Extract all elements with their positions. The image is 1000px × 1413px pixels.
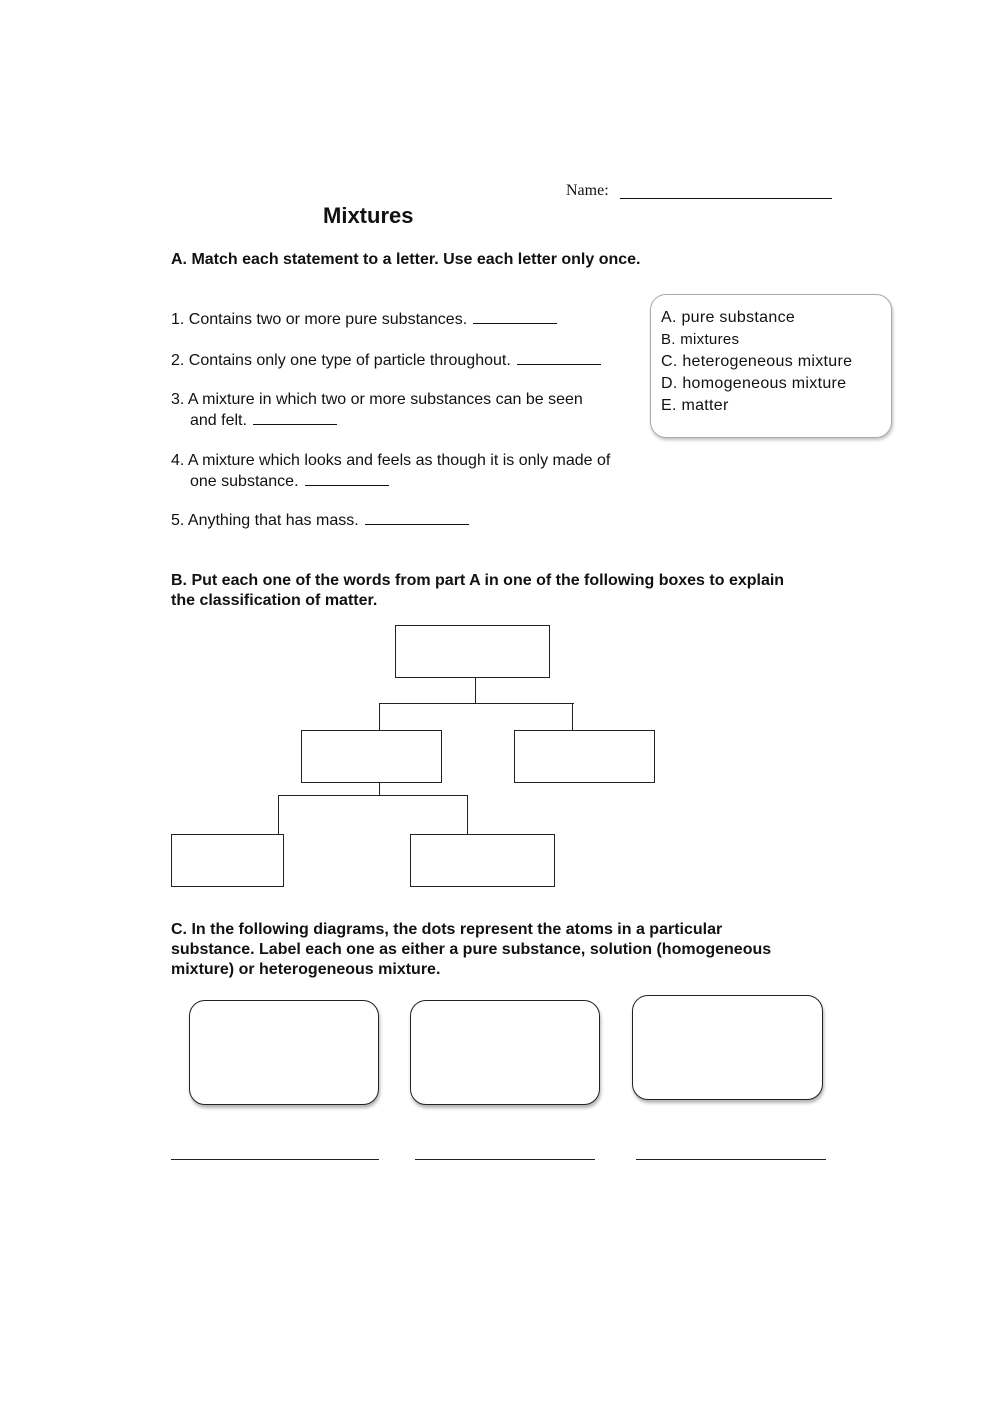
question-5 bbox=[171, 510, 469, 531]
part-b-heading bbox=[171, 571, 784, 611]
answer-blank-5[interactable] bbox=[365, 510, 469, 525]
part-b-heading-line1: B. Put each one of the words from part A in one of the following boxes to explain bbox=[171, 572, 785, 589]
tree-connector bbox=[278, 795, 468, 796]
choice-e: E. matter bbox=[661, 397, 729, 414]
question-4-text-line2: one substance. bbox=[190, 473, 299, 490]
part-b-heading-line2: the classification of matter. bbox=[171, 592, 378, 609]
part-c-heading-line3: mixture) or heterogeneous mixture. bbox=[171, 961, 441, 978]
question-1-text: 1. Contains two or more pure substances. bbox=[171, 311, 468, 328]
tree-connector bbox=[475, 678, 476, 704]
question-5-text: 5. Anything that has mass. bbox=[171, 512, 359, 529]
choice-b: B. mixtures bbox=[661, 331, 740, 348]
choice-d: D. homogeneous mixture bbox=[661, 375, 847, 392]
tree-box-level2-right[interactable] bbox=[514, 730, 655, 783]
diagram-box-3 bbox=[632, 995, 823, 1100]
choice-a: A. pure substance bbox=[661, 309, 796, 326]
answer-choices-box bbox=[650, 294, 892, 438]
question-4 bbox=[171, 450, 610, 492]
tree-connector bbox=[379, 703, 574, 704]
name-field[interactable] bbox=[620, 198, 832, 199]
tree-connector bbox=[379, 703, 380, 730]
question-4-text-line1: 4. A mixture which looks and feels as though it is only made of bbox=[171, 452, 611, 469]
tree-box-level2-left[interactable] bbox=[301, 730, 442, 783]
question-2 bbox=[171, 350, 601, 371]
question-3-text-line2: and felt. bbox=[190, 412, 247, 429]
diagram-label-line-2[interactable] bbox=[415, 1159, 595, 1160]
answer-blank-4[interactable] bbox=[305, 471, 389, 486]
part-c-heading-line1: C. In the following diagrams, the dots represent the atoms in a particular bbox=[171, 921, 723, 938]
tree-connector bbox=[278, 795, 279, 835]
answer-blank-2[interactable] bbox=[517, 350, 601, 365]
part-a-heading: A. Match each statement to a letter. Use each letter only once. bbox=[171, 251, 641, 268]
diagram-label-line-1[interactable] bbox=[171, 1159, 379, 1160]
name-label: Name: bbox=[566, 182, 609, 199]
page-title: Mixtures bbox=[323, 203, 414, 228]
diagram-box-1 bbox=[189, 1000, 379, 1105]
tree-box-root[interactable] bbox=[395, 625, 550, 678]
part-c-heading bbox=[171, 920, 771, 980]
question-3-text-line1: 3. A mixture in which two or more substances can be seen bbox=[171, 391, 583, 408]
diagram-box-2 bbox=[410, 1000, 600, 1105]
question-1 bbox=[171, 309, 557, 330]
answer-blank-1[interactable] bbox=[473, 309, 557, 324]
tree-connector bbox=[572, 703, 573, 730]
tree-connector bbox=[467, 795, 468, 835]
tree-box-level3-right[interactable] bbox=[410, 834, 555, 887]
question-3 bbox=[171, 389, 583, 431]
question-2-text: 2. Contains only one type of particle throughout. bbox=[171, 352, 511, 369]
part-c-heading-line2: substance. Label each one as either a pure substance, solution (homogeneous bbox=[171, 941, 772, 958]
choice-c: C. heterogeneous mixture bbox=[661, 353, 853, 370]
diagram-label-line-3[interactable] bbox=[636, 1159, 826, 1160]
answer-blank-3[interactable] bbox=[253, 410, 337, 425]
tree-box-level3-left[interactable] bbox=[171, 834, 284, 887]
